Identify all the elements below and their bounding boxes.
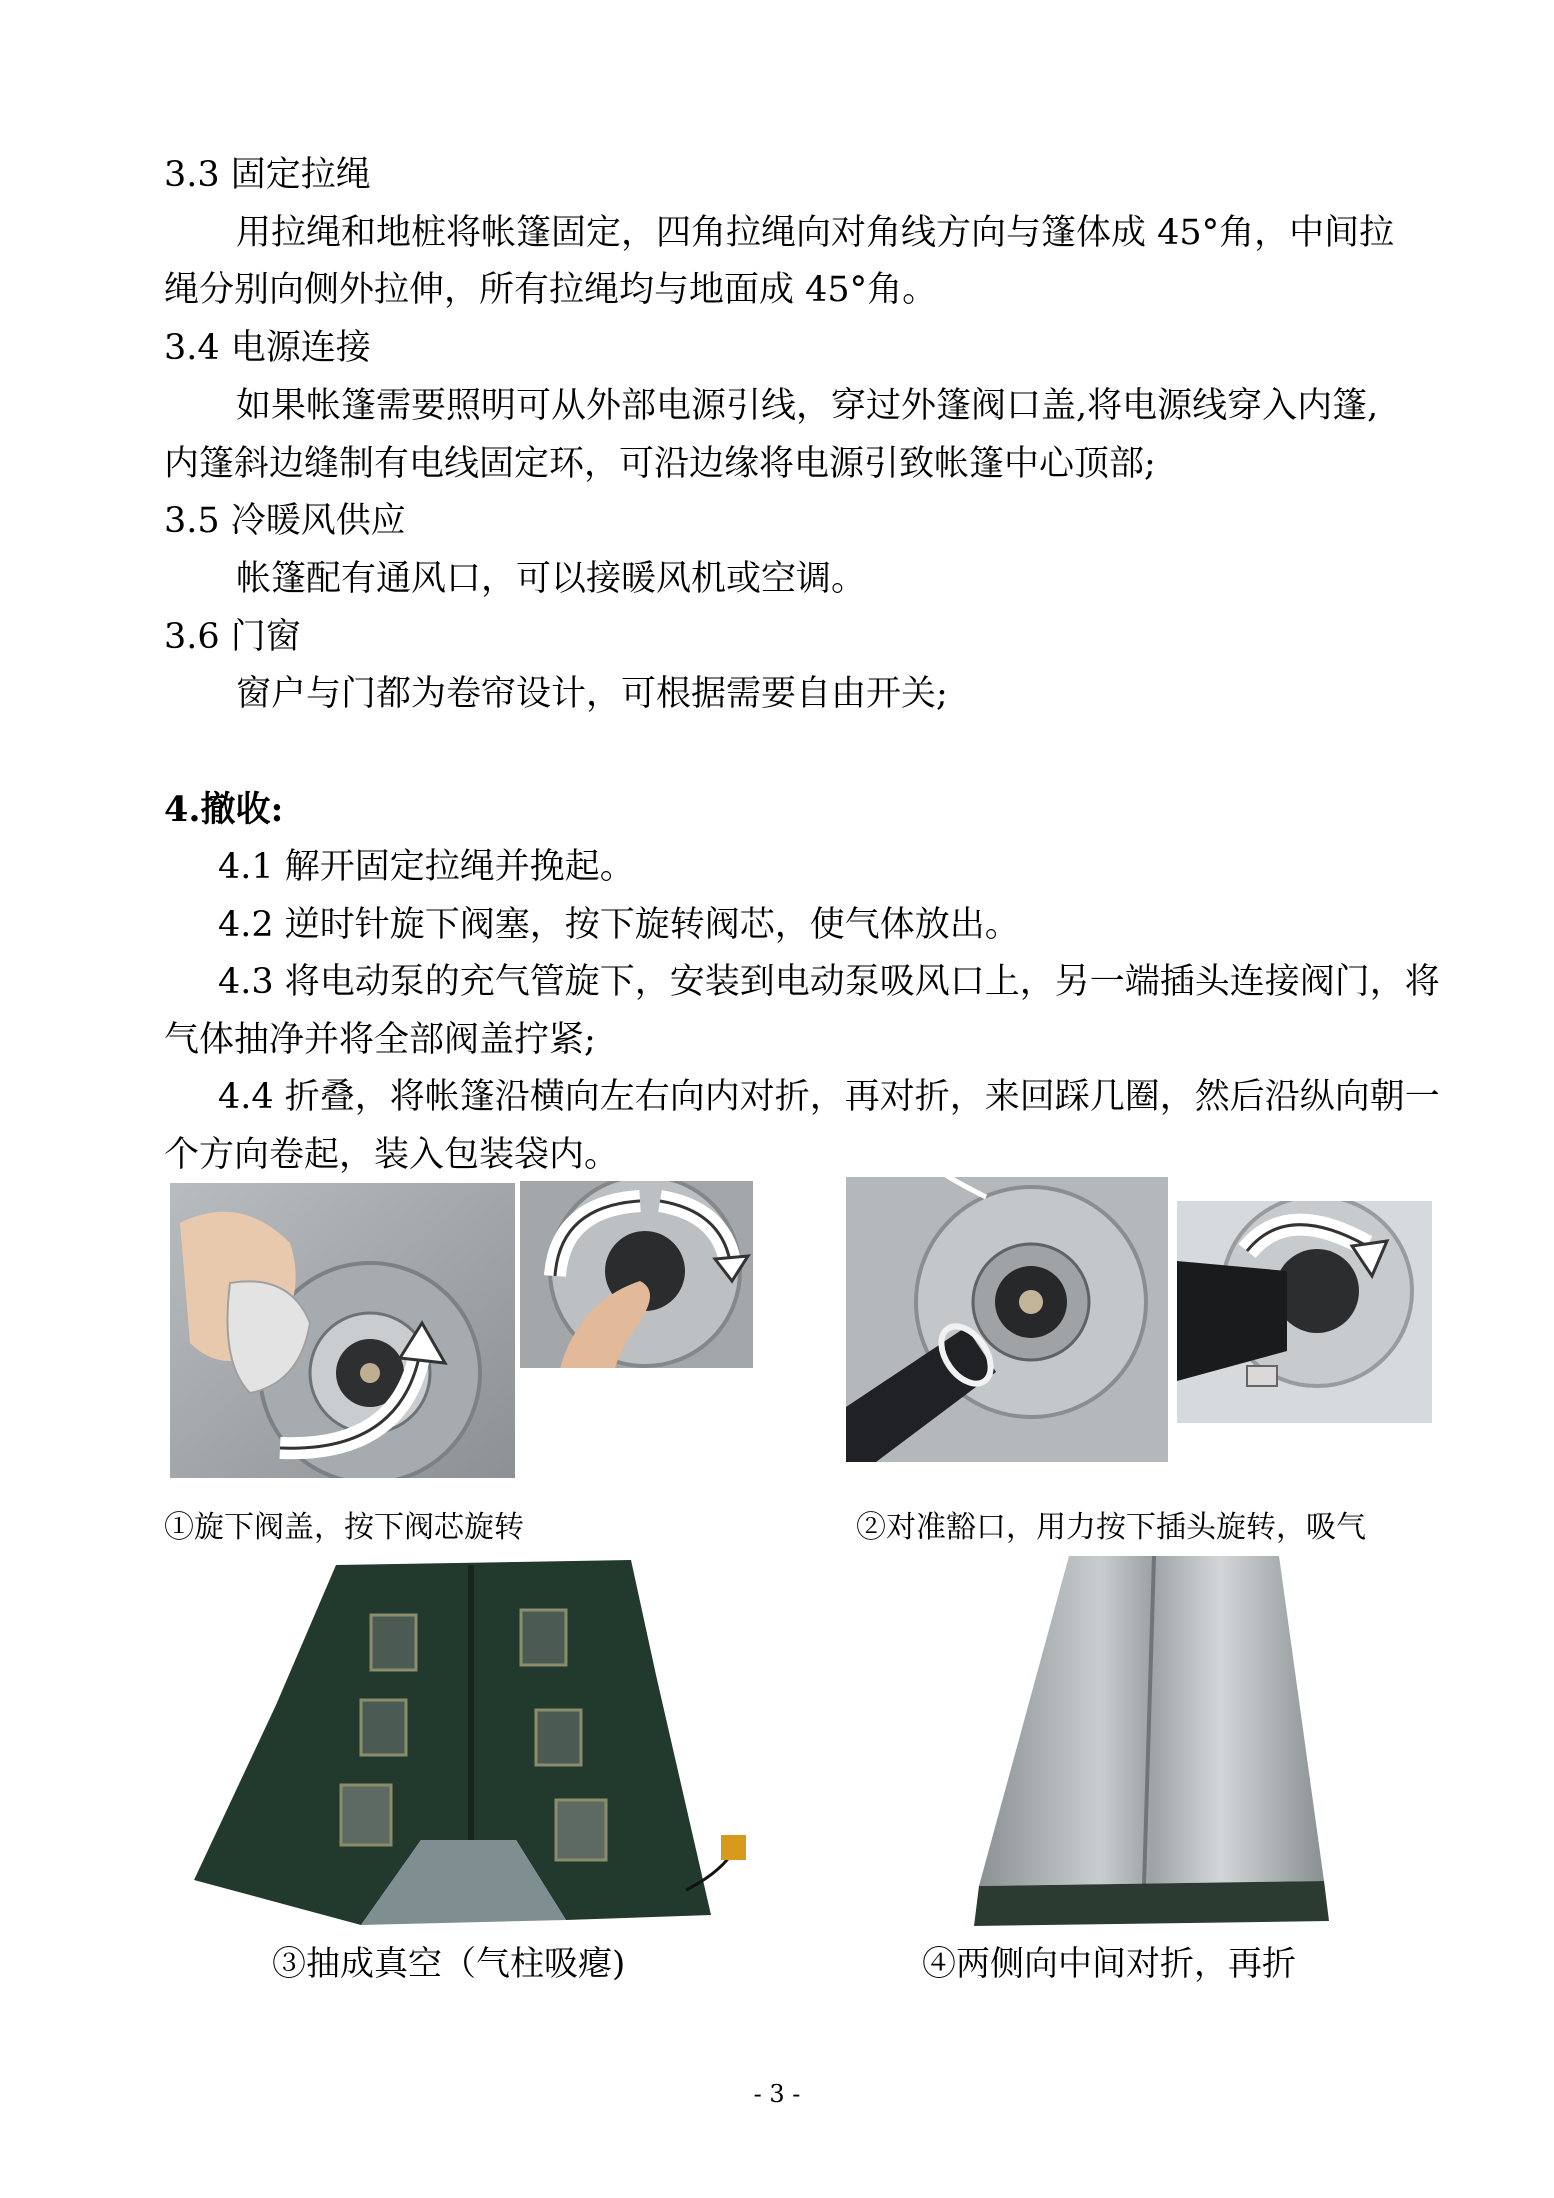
caption-figure-2: ②对准豁口，用力按下插头旋转，吸气 — [856, 1510, 1366, 1545]
section-4-item-1: 4.1 解开固定拉绳并挽起。 — [218, 847, 635, 887]
photo-vacuumed-tent — [186, 1555, 751, 1945]
caption-figure-3: ③抽成真空（气柱吸瘪) — [272, 1944, 626, 1984]
section-3-3-line-2: 绳分别向侧外拉伸，所有拉绳均与地面成 45°角。 — [164, 270, 938, 310]
page-number: - 3 - — [753, 2080, 801, 2108]
section-3-6-heading: 3.6 门窗 — [164, 617, 301, 657]
section-3-4-line-1: 如果帐篷需要照明可从外部电源引线，穿过外篷阀口盖,将电源线穿入内篷, — [236, 386, 1379, 426]
section-3-5-line-1: 帐篷配有通风口，可以接暖风机或空调。 — [236, 559, 867, 599]
photo-press-valve-core — [520, 1181, 753, 1368]
section-3-6-line-1: 窗户与门都为卷帘设计，可根据需要自由开关; — [236, 674, 948, 714]
photo-rotate-plug — [1177, 1201, 1432, 1423]
section-3-5-heading: 3.5 冷暖风供应 — [164, 501, 406, 541]
section-4-item-3-line-1: 4.3 将电动泵的充气管旋下，安装到电动泵吸风口上，另一端插头连接阀门，将 — [218, 962, 1440, 1002]
section-4-item-3-line-2: 气体抽净并将全部阀盖拧紧; — [164, 1020, 596, 1060]
section-4-item-4-line-1: 4.4 折叠，将帐篷沿横向左右向内对折，再对折，来回踩几圈，然后沿纵向朝一 — [218, 1077, 1440, 1117]
caption-figure-4: ④两侧向中间对折，再折 — [922, 1944, 1296, 1984]
section-3-3-heading: 3.3 固定拉绳 — [164, 155, 371, 195]
section-3-4-heading: 3.4 电源连接 — [164, 328, 371, 368]
photo-folded-tent — [974, 1551, 1339, 1946]
photo-align-plug-notch — [846, 1177, 1168, 1462]
section-4-item-4-line-2: 个方向卷起，装入包装袋内。 — [164, 1135, 620, 1175]
caption-figure-1: ①旋下阀盖，按下阀芯旋转 — [164, 1510, 524, 1545]
section-3-3-line-1: 用拉绳和地桩将帐篷固定，四角拉绳向对角线方向与篷体成 45°角，中间拉 — [236, 213, 1395, 253]
section-4-heading: 4.撤收: — [164, 789, 284, 830]
section-3-4-line-2: 内篷斜边缝制有电线固定环，可沿边缘将电源引致帐篷中心顶部; — [164, 444, 1156, 484]
photo-unscrew-valve-cap — [170, 1183, 515, 1478]
section-4-item-2: 4.2 逆时针旋下阀塞，按下旋转阀芯，使气体放出。 — [218, 905, 1020, 945]
